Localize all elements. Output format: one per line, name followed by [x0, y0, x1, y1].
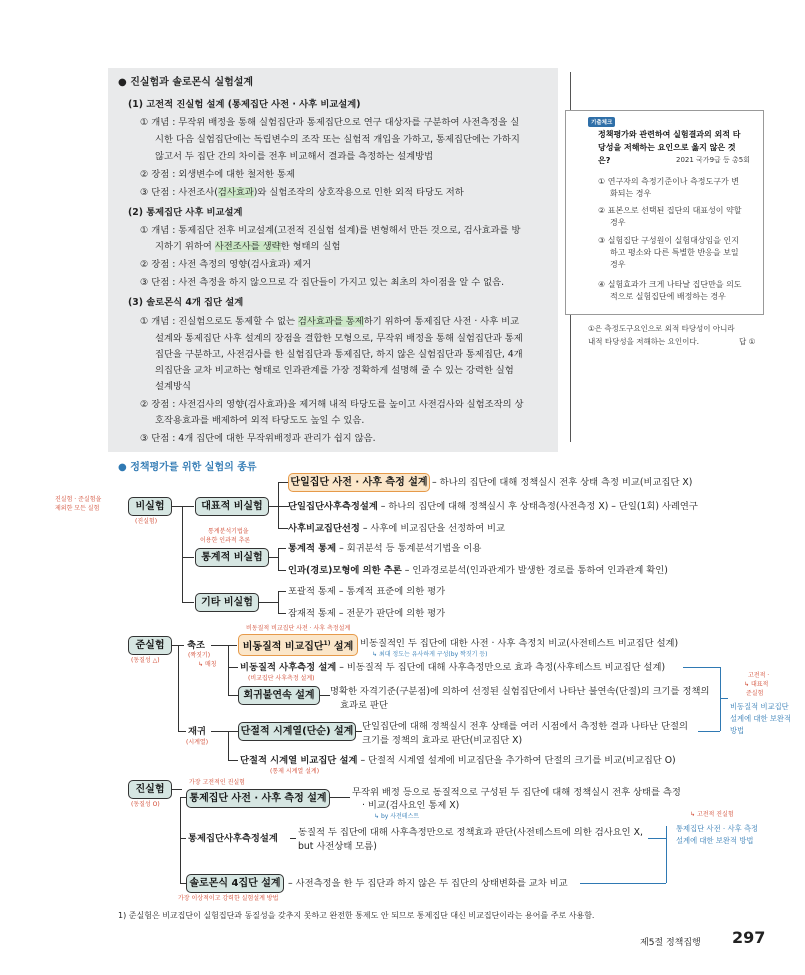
diagram-title: ● 정책평가를 위한 실험의 종류 — [118, 462, 257, 473]
connector — [172, 506, 194, 507]
nonexp-box: 비실험 — [128, 497, 172, 516]
connector — [720, 667, 721, 731]
quasi-exp-sub: (동질성 △) — [131, 657, 160, 664]
control-pre-post-desc-1: 무작위 배정 등으로 동질적으로 구성된 두 집단에 대해 정책실시 전후 상태를 측정 — [352, 787, 681, 798]
true-exp-box: 진실험 — [128, 780, 172, 799]
quiz-option-1b: 화되는 경우 — [610, 189, 652, 198]
other-nonexp-box: 기타 비실험 — [195, 593, 259, 612]
connector — [228, 695, 238, 696]
connector — [330, 797, 350, 798]
connector — [182, 506, 183, 602]
quasi-bracket-3: 방법 — [730, 726, 745, 735]
s3-item2-line1: ② 장점 : 사전검사의 영향(검사효과)을 제거해 내적 타당도를 높이고 사전검사와 실험조작의 상 — [140, 399, 524, 410]
quiz-option-4a: ④ 실험효과가 크게 나타날 집단만을 의도 — [598, 280, 742, 289]
connector — [178, 731, 186, 732]
nonexp-note-2: 제외한 모든 실험 — [55, 505, 100, 512]
recursion-label: 재귀 — [188, 726, 206, 737]
quiz-source: 2021 국가9급 등 총5회 — [676, 156, 750, 164]
representative-nonexp-box: 대표적 비실험 — [195, 497, 269, 516]
connector — [278, 591, 279, 613]
connector — [182, 557, 194, 558]
connector — [698, 731, 720, 732]
nonexp-note-1: 진실험 · 준실험을 — [55, 496, 102, 503]
one-group-post-row: 단일집단사후측정설계 – 하나의 집단에 대해 정책실시 후 상태측정(사전측정 X) – 단일(1회) 사례연구 — [288, 501, 698, 512]
one-group-pre-post-desc: – 하나의 집단에 대해 정책실시 전후 상태 측정 비교(비교집단 X) — [432, 477, 693, 488]
recursion-note: (시계열) — [186, 739, 209, 746]
s1-item3: ③ 단점 : 사전조사(검사효과)와 실험조작의 상호작용으로 인한 외적 타당도 저하 — [140, 187, 464, 198]
solomon-desc: – 사전측정을 한 두 집단과 하지 않은 두 집단의 상태변화를 교차 비교 — [288, 878, 568, 889]
comprehensive-control-row: 포괄적 통제 – 통계적 표준에 의한 평가 — [288, 586, 446, 597]
nonequiv-post-row: 비동질적 사후측정 설계 – 비동질적 두 집단에 대해 사후측정만으로 효과 측정(사후테스트 비교집단 설계) — [240, 662, 666, 673]
connector — [228, 667, 238, 668]
s3-item1-line2: 설계와 통제집단 사후 설계의 장점을 결합한 모형으로, 무작위 배정을 통해 실험집단과 통제 — [155, 333, 523, 344]
s3-item1-line4: 의집단을 교차 비교하는 형태로 인과관계를 가장 정확하게 설명해 줄 수 있는 강력한 실험 — [155, 365, 514, 376]
solomon-box: 솔로몬식 4집단 설계 — [186, 874, 284, 893]
connector — [269, 506, 289, 507]
section-label: 제5절 정책집행 — [640, 938, 701, 948]
quiz-question-line1: 정책평가와 관련하여 실험결과의 외적 타 — [598, 130, 741, 139]
s1-item1-line1: ① 개념 : 무작위 배정을 통해 실험집단과 통제집단으로 연구 대상자를 구분하여 사전측정을 실 — [140, 117, 520, 128]
connector — [683, 667, 720, 668]
section-3-heading: (3) 솔로몬식 4개 집단 설계 — [128, 297, 244, 308]
nonequiv-comparison-box: 비동질적 비교집단$^{1)}$ 설계 — [238, 634, 358, 656]
quiz-option-3c: 경우 — [610, 260, 626, 269]
nonequiv-comparison-desc: 비동질적인 두 집단에 대한 사전 · 사후 측정치 비교(사전테스트 비교집단 설계) — [360, 638, 679, 649]
rd-desc-1: 명확한 자격기준(구분점)에 의하여 선정된 실험집단에서 나타난 불연속(단절)의 크기를 정책의 — [330, 686, 710, 697]
control-pre-post-box: 통제집단 사전 · 사후 측정 설계 — [186, 789, 330, 808]
connector — [278, 591, 286, 592]
connector — [228, 731, 229, 760]
classic-true-note: 가장 고전적인 진실험 — [189, 779, 245, 786]
matching-note-2: ↳ 매칭 — [198, 661, 217, 668]
stat-note-1: 통계분석기법을 — [208, 528, 249, 535]
rd-desc-2: 효과로 판단 — [340, 700, 388, 711]
connector — [290, 838, 296, 839]
control-post-desc-2: but 사전상태 모름) — [298, 841, 377, 852]
matching-note: (짝짓기) — [188, 652, 211, 659]
connector — [278, 613, 286, 614]
statistical-nonexp-box: 통계적 비실험 — [195, 548, 269, 567]
quiz-option-2a: ② 표본으로 선택된 집단의 대표성이 약할 — [598, 206, 742, 215]
quasi-exp-box: 준실험 — [128, 636, 172, 655]
section-1-heading: (1) 고전적 진실험 설계 (통제집단 사전 · 사후 비교설계) — [128, 99, 361, 110]
connector — [178, 645, 179, 731]
statistical-control-row: 통계적 통제 – 회귀분석 등 통계분석기법을 이용 — [288, 543, 482, 554]
its-comparison-row: 단절적 시계열 비교집단 설계 – 단절적 시계열 설계에 비교집단을 추가하여 단절의 크기를 비교(비교집단 O) — [240, 755, 676, 766]
classic-quasi-note-1: 고전적 · — [748, 672, 770, 679]
connector — [720, 698, 728, 699]
connector — [278, 482, 279, 528]
connector — [211, 731, 238, 732]
connector — [172, 789, 182, 790]
classic-true-bracket-note: ↳ 고전적 진실험 — [690, 811, 734, 818]
nonequiv-comparison-note: ↳ 최대 정도는 유사하게 구성(by 짝짓기 등) — [372, 651, 488, 658]
s3-item2-line2: 호작용효과를 배제하여 외적 타당도도 높일 수 있음. — [155, 415, 365, 426]
s2-item1-line2: 지하기 위하여 사전조사를 생략한 형태의 실험 — [155, 241, 341, 252]
page-number: 297 — [732, 928, 766, 947]
quiz-explanation-1: ①은 측정도구요인으로 외적 타당성이 아니라 — [588, 324, 735, 333]
section-2-heading: (2) 통제집단 사후 비교설계 — [128, 207, 243, 218]
solomon-note: 가장 이상적이고 강력한 실험설계 방법 — [178, 895, 279, 902]
causal-model-row: 인과(경로)모형에 의한 추론 – 인과경로분석(인과관계가 발생한 경로를 통하여 인과관계 확인) — [288, 565, 668, 576]
nonexp-sub: (진실험) — [135, 518, 158, 525]
s2-item2: ② 장점 : 사전 측정의 영향(검사효과) 제거 — [140, 259, 312, 270]
s3-item1-line3: 집단을 구분하고, 사전검사를 한 실험집단과 통제집단, 하지 않은 실험집단과 통제집단, 4개 — [155, 349, 523, 360]
true-bracket-2: 설계에 대한 보완적 방법 — [676, 836, 754, 845]
connector — [278, 548, 286, 549]
control-pre-post-desc-2: · 비교(검사요인 통제 X) — [362, 800, 460, 811]
connector — [320, 695, 330, 696]
its-comparison-note: (통제 시계열 설계) — [270, 768, 320, 775]
quiz-option-3a: ③ 실험집단 구성원이 실험대상임을 인지 — [598, 236, 739, 245]
its-desc-2: 크기를 정책의 효과로 판단(비교집단 X) — [362, 735, 523, 746]
connector — [259, 602, 279, 603]
nonequiv-post-note: (비교집단 사후측정 설계) — [248, 675, 315, 682]
box-title: ● 진실험과 솔로몬식 실험설계 — [118, 77, 254, 88]
quiz-option-4b: 적으로 실험집단에 배정하는 경우 — [610, 292, 726, 301]
connector — [278, 528, 288, 529]
classic-quasi-note-2: ↳ 대표적 — [744, 681, 769, 688]
control-post-desc-1: 동질적 두 집단에 대해 사후측정만으로 정책효과 판단(사전테스트에 의한 검사요인 X, — [298, 827, 643, 838]
connector — [180, 797, 181, 883]
s1-item1-line3: 않고서 두 집단 간의 차이를 전후 비교해서 결과를 측정하는 설계방법 — [155, 151, 434, 162]
quiz-question-line3: 은? — [598, 156, 611, 165]
true-exp-sub: (동질성 O) — [131, 801, 160, 808]
s2-item1-line1: ① 개념 : 통제집단 전후 비교설계(고전적 진실험 설계)를 변형해서 만든 것으로, 검사효과를 방 — [140, 225, 521, 236]
s2-item3: ③ 단점 : 사전 측정을 하지 않으므로 각 집단들이 가지고 있는 최초의 차이점을 알 수 없음. — [140, 277, 505, 288]
true-bracket-1: 통제집단 사전 · 사후 측정 — [676, 824, 759, 833]
footnote: 1) 준실험은 비교집단이 실험집단과 동질성을 갖추지 못하고 완전한 통제도 안 되므로 통제집단 대신 비교집단이라는 용어를 주로 사용함. — [118, 911, 595, 920]
quiz-option-2b: 경우 — [610, 218, 626, 227]
quasi-bracket-1: 비동질적 비교집단 — [730, 702, 789, 711]
connector — [278, 570, 286, 571]
quiz-tag: 기출체크 — [588, 117, 615, 127]
connector — [182, 602, 194, 603]
connector — [278, 548, 279, 570]
regression-discontinuity-box: 회귀불연속 설계 — [238, 686, 320, 705]
connector — [278, 482, 288, 483]
nonequiv-note: 비동질적 비교집단 사전 · 사후 측정설계 — [246, 625, 351, 632]
quiz-option-3b: 하고 평소와 다른 특별한 반응을 보일 — [610, 248, 739, 257]
connector — [648, 838, 666, 839]
matching-label: 축조 — [187, 640, 205, 651]
s3-item3: ③ 단점 : 4개 집단에 대한 무작위배정과 관리가 쉽지 않음. — [140, 433, 376, 444]
s1-item2: ② 장점 : 외생변수에 대한 철저한 통제 — [140, 169, 295, 180]
connector — [580, 883, 666, 884]
control-pre-post-note: ↳ by 사전테스트 — [374, 813, 420, 820]
interrupted-ts-box: 단절적 시계열(단순) 설계 — [238, 722, 356, 741]
post-comparison-row: 사후비교집단선정 – 사후에 비교집단을 선정하여 비교 — [288, 523, 506, 534]
control-post-label: 통제집단사후측정설계 — [188, 833, 278, 844]
stat-note-2: 이용한 인과적 추론 — [200, 537, 251, 544]
its-desc-1: 단일집단에 대해 정책실시 전후 상태를 여러 시점에서 측정한 결과 나타난 단절의 — [362, 721, 688, 732]
connector — [228, 645, 229, 695]
quiz-answer: 답 ① — [739, 337, 756, 346]
classic-quasi-note-3: 준실험 — [746, 690, 764, 697]
quasi-bracket-2: 설계에 대한 보완적 — [730, 714, 792, 723]
one-group-pre-post-box: 단일집단 사전 · 사후 측정 설계 — [288, 473, 430, 492]
s1-item1-line2: 시한 다음 실험집단에는 독립변수의 조작 또는 실험적 개입을 가하고, 통제집단에는 가하지 — [155, 134, 520, 145]
s3-item1-line5: 설계방식 — [155, 381, 191, 392]
latent-control-row: 잠재적 통제 – 전문가 판단에 의한 평가 — [288, 608, 446, 619]
quiz-question-line2: 당성을 저해하는 요인으로 옳지 않은 것 — [598, 143, 736, 152]
quiz-explanation-2: 내적 타당성을 저해하는 요인이다. — [588, 337, 699, 346]
connector — [666, 826, 667, 883]
connector — [211, 645, 237, 646]
connector — [228, 760, 238, 761]
quiz-option-1a: ① 연구자의 측정기준이나 측정도구가 변 — [598, 177, 739, 186]
s3-item1-line1: ① 개념 : 진실험으로도 통제할 수 없는 검사효과를 통제하기 위하여 통제집단 사전 · 사후 비교 — [140, 316, 520, 327]
connector — [180, 838, 186, 839]
